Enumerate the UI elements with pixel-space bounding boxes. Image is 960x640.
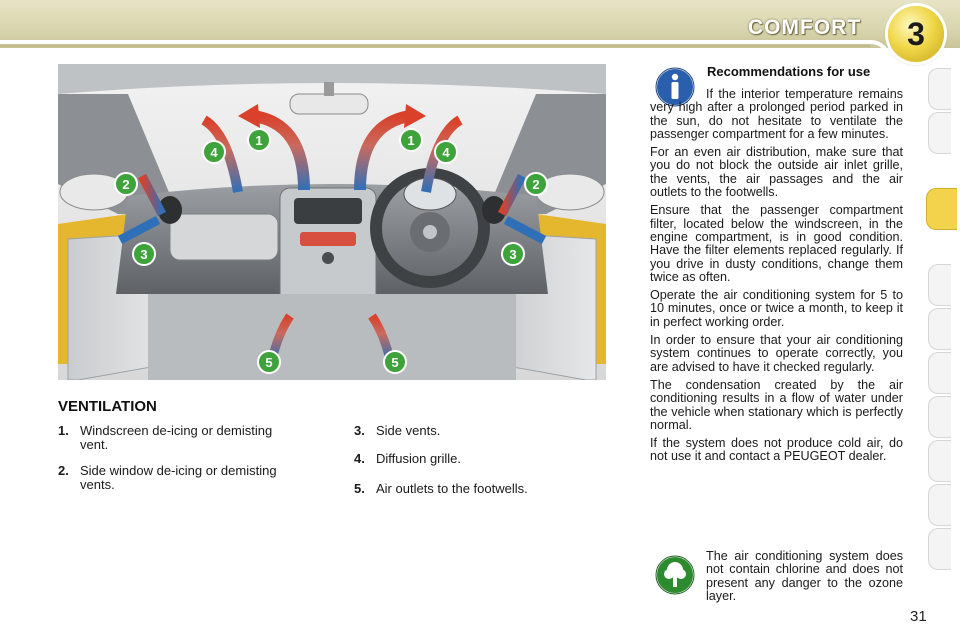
recommendation-paragraph-1: If the interior temperature remains very high after a prolonged period parked in the sun, do not hesitate to ventilate the passenger compartment for a few minutes. — [650, 87, 903, 141]
chapter-tab-6[interactable] — [928, 352, 951, 394]
marker-label: 2 — [532, 177, 540, 192]
marker-label: 1 — [255, 133, 263, 148]
marker-label: 5 — [265, 355, 273, 370]
legend-text: Air outlets to the footwells. — [376, 481, 528, 496]
chapter-tab-4[interactable] — [928, 264, 951, 306]
chapter-tab-5[interactable] — [928, 308, 951, 350]
recommendation-paragraph-2: For an even air distribution, make sure that you do not block the outside air inlet grille, the vents, the air passages and the air outlets to the footwells. — [650, 145, 903, 200]
legend-text: Side vents. — [376, 423, 441, 438]
eco-note-text: The air conditioning system does not contain chlorine and does not present any danger to the ozone layer. — [706, 549, 903, 603]
recommendation-paragraph-4: Operate the air conditioning system for 5 to 10 minutes, once or twice a month, to keep it in perfect working order. — [650, 288, 903, 329]
legend-item-5 — [354, 482, 578, 496]
chapter-number-badge: 3 — [888, 6, 944, 62]
marker-label: 5 — [391, 355, 399, 370]
vent-marker-5-left — [258, 351, 280, 373]
radio-unit — [294, 198, 362, 224]
ventilation-heading: VENTILATION — [58, 398, 157, 415]
vent-marker-1-left — [248, 129, 270, 151]
vent-marker-2-left — [115, 173, 137, 195]
vent-marker-3-right — [502, 243, 524, 265]
marker-label: 1 — [407, 133, 415, 148]
vehicle-interior-illustration — [58, 64, 606, 380]
legend-text: Side window de-icing or demisting vents. — [80, 463, 277, 492]
legend-number: 4. — [354, 451, 365, 466]
recommendation-paragraph-5: In order to ensure that your air conditioning system continues to operate correctly, you are advised to have it checked regularly. — [650, 333, 903, 374]
chapter-title: COMFORT — [748, 16, 862, 39]
chapter-tab-3-active[interactable] — [926, 188, 957, 230]
tree-icon — [654, 554, 696, 596]
vent-marker-3-left — [133, 243, 155, 265]
legend-item-2 — [58, 464, 278, 492]
recommendations-heading: Recommendations for use — [707, 64, 871, 79]
chapter-tab-10[interactable] — [928, 528, 951, 570]
chapter-tab-2[interactable] — [928, 112, 951, 154]
glovebox — [170, 214, 278, 260]
legend-text: Diffusion grille. — [376, 451, 462, 466]
legend-number: 3. — [354, 423, 365, 438]
vent-marker-4-right — [435, 141, 457, 163]
recommendations-body — [650, 88, 903, 469]
legend-number: 5. — [354, 481, 365, 496]
mirror-stem — [324, 82, 334, 96]
chapter-tab-8[interactable] — [928, 440, 951, 482]
lion-emblem-icon — [423, 225, 437, 239]
legend-item-4 — [354, 452, 578, 466]
marker-label: 4 — [442, 145, 450, 160]
vent-marker-2-right — [525, 173, 547, 195]
hazard-panel — [300, 232, 356, 246]
marker-label: 2 — [122, 177, 130, 192]
header-divider — [0, 38, 960, 52]
legend-number: 2. — [58, 463, 69, 478]
recommendation-paragraph-6: The condensation created by the air conditioning results in a flow of water under the vehicle when stationary which is perfectly normal. — [650, 377, 903, 432]
climate-control-knob — [322, 252, 334, 264]
legend-number: 1. — [58, 423, 69, 438]
chapter-tab-7[interactable] — [928, 396, 951, 438]
rear-view-mirror — [290, 94, 368, 114]
marker-label: 3 — [509, 247, 517, 262]
vent-marker-4-left — [203, 141, 225, 163]
page-number: 31 — [910, 608, 927, 625]
chapter-tab-1[interactable] — [928, 68, 951, 110]
recommendation-paragraph-3: Ensure that the passenger compartment filter, located below the windscreen, in the engine compartment, is in good condition. Have the filter elements replaced regularly. If you drive in dusty conditions, change them twice as often. — [650, 203, 903, 284]
marker-label: 4 — [210, 145, 218, 160]
recommendation-paragraph-7: If the system does not produce cold air, do not use it and contact a PEUGEOT dealer. — [650, 436, 903, 464]
chapter-tab-9[interactable] — [928, 484, 951, 526]
legend-item-1 — [58, 424, 278, 452]
marker-label: 3 — [140, 247, 148, 262]
legend-item-3 — [354, 424, 578, 438]
vent-marker-1-right — [400, 129, 422, 151]
legend-text: Windscreen de-icing or demisting vent. — [80, 423, 273, 452]
vent-marker-5-right — [384, 351, 406, 373]
chapter-tab-strip — [928, 68, 960, 576]
cabin-floor — [148, 294, 516, 380]
